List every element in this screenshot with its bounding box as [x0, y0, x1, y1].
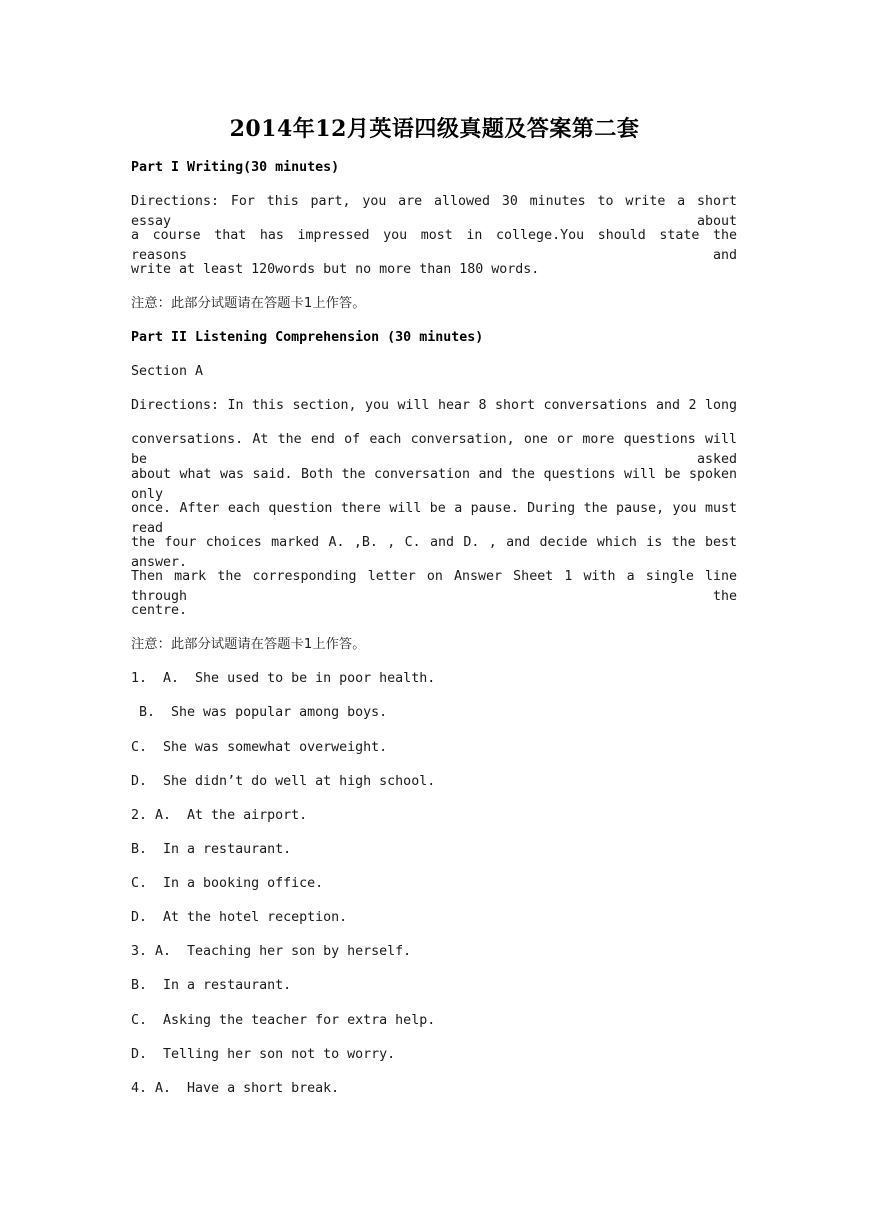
part1-heading: Part I Writing(30 minutes) — [131, 160, 340, 175]
section-a-label: Section A — [131, 364, 204, 379]
question-2-option-c: C. In a booking office. — [131, 876, 324, 891]
part1-directions-line-3: write at least 120words but no more than 180 words. — [131, 262, 540, 277]
question-4-option-a: 4. A. Have a short break. — [131, 1081, 340, 1096]
question-1-option-d: D. She didn’t do well at high school. — [131, 774, 436, 789]
part2-directions-line-5: the four choices marked A. ,B. , C. and D. , and decide which is the best answer. — [131, 535, 737, 570]
question-2-option-a: 2. A. At the airport. — [131, 808, 308, 823]
part1-directions-line-1: Directions: For this part, you are allowed 30 minutes to write a short essay about — [131, 194, 737, 229]
question-1-option-b: B. She was popular among boys. — [131, 705, 388, 720]
page-title: 2014年12月英语四级真题及答案第二套 — [229, 116, 640, 142]
part2-directions-line-7: centre. — [131, 603, 188, 618]
question-3-option-d: D. Telling her son not to worry. — [131, 1047, 396, 1062]
part2-directions-line-6: Then mark the corresponding letter on Answer Sheet 1 with a single line through the — [131, 569, 737, 604]
part2-note: 注意：此部分试题请在答题卡1上作答。 — [131, 637, 366, 652]
part2-directions-line-3: about what was said. Both the conversation and the questions will be spoken only — [131, 467, 737, 502]
part2-directions-line-2: conversations. At the end of each conversation, one or more questions will be asked — [131, 432, 737, 467]
question-3-option-c: C. Asking the teacher for extra help. — [131, 1013, 436, 1028]
question-3-option-b: B. In a restaurant. — [131, 978, 292, 993]
part1-directions-line-2: a course that has impressed you most in college.You should state the reasons and — [131, 228, 737, 263]
part1-note: 注意：此部分试题请在答题卡1上作答。 — [131, 296, 366, 311]
question-2-option-d: D. At the hotel reception. — [131, 910, 348, 925]
question-1-option-c: C. She was somewhat overweight. — [131, 740, 388, 755]
part2-directions-line-4: once. After each question there will be a pause. During the pause, you must read — [131, 501, 737, 536]
part2-heading: Part II Listening Comprehension (30 minutes) — [131, 330, 484, 345]
question-1-option-a: 1. A. She used to be in poor health. — [131, 671, 436, 686]
part2-directions-line-1: Directions: In this section, you will hear 8 short conversations and 2 long — [131, 398, 737, 413]
question-3-option-a: 3. A. Teaching her son by herself. — [131, 944, 412, 959]
question-2-option-b: B. In a restaurant. — [131, 842, 292, 857]
